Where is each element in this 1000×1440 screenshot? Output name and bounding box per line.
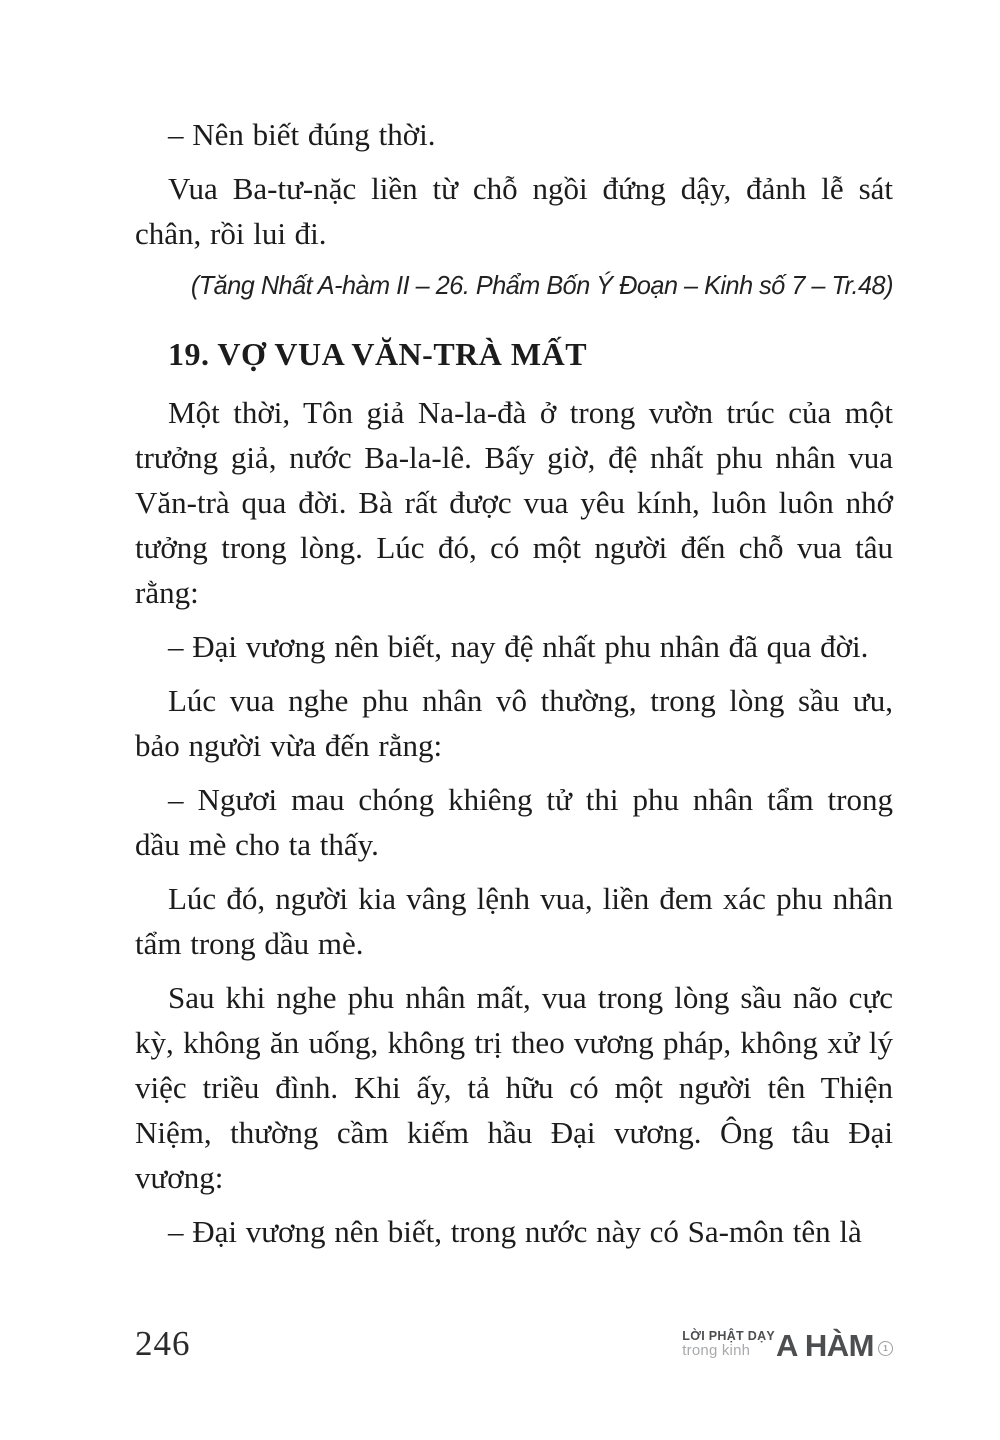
- paragraph: Lúc vua nghe phu nhân vô thường, trong lòng sầu ưu, bảo người vừa đến rằng:: [135, 683, 893, 763]
- page-footer: [135, 1318, 893, 1370]
- dialogue-line: – Nên biết đúng thời.: [168, 117, 436, 152]
- section-heading: 19. VỢ VUA VĂN-TRÀ MẤT: [168, 336, 588, 372]
- dialogue-line: – Đại vương nên biết, nay đệ nhất phu nhân đã qua đời.: [168, 629, 869, 664]
- paragraph: Lúc đó, người kia vâng lệnh vua, liền đem xác phu nhân tẩm trong dầu mè.: [135, 881, 893, 961]
- book-logo-title: A HÀM: [776, 1328, 874, 1364]
- book-logo-line1: LỜI PHẬT DẠY: [682, 1328, 776, 1343]
- page-number: 246: [135, 1324, 191, 1363]
- book-logo-subtitle: [682, 1330, 775, 1359]
- paragraph: Vua Ba-tư-nặc liền từ chỗ ngồi đứng dậy, đảnh lễ sát chân, rồi lui đi.: [135, 171, 893, 251]
- book-logo: [682, 1328, 893, 1364]
- paragraph: Một thời, Tôn giả Na-la-đà ở trong vườn trúc của một trưởng giả, nước Ba-la-lê. Bấy giờ, đệ nhất phu nhân vua Văn-trà qua đời. Bà rất được vua yêu kính, luôn luôn nhớ tưởng trong lòng. Lúc đó, có một người đến chỗ vua tâu rằng:: [135, 395, 893, 610]
- volume-badge-icon: 1: [878, 1341, 893, 1356]
- dialogue-line: – Ngươi mau chóng khiêng tử thi phu nhân tẩm trong dầu mè cho ta thấy.: [135, 782, 893, 862]
- book-logo-line2: trong kinh: [682, 1342, 751, 1360]
- dialogue-line: – Đại vương nên biết, trong nước này có Sa-môn tên là: [168, 1214, 862, 1249]
- page-content: [135, 112, 893, 1263]
- source-citation: (Tăng Nhất A-hàm II – 26. Phẩm Bốn Ý Đoạn – Kinh số 7 – Tr.48): [190, 270, 893, 300]
- paragraph: Sau khi nghe phu nhân mất, vua trong lòng sầu não cực kỳ, không ăn uống, không trị theo vương pháp, không xử lý việc triều đình. Khi ấy, tả hữu có một người tên Thiện Niệm, thường cầm kiếm hầu Đại vương. Ông tâu Đại vương:: [135, 980, 893, 1195]
